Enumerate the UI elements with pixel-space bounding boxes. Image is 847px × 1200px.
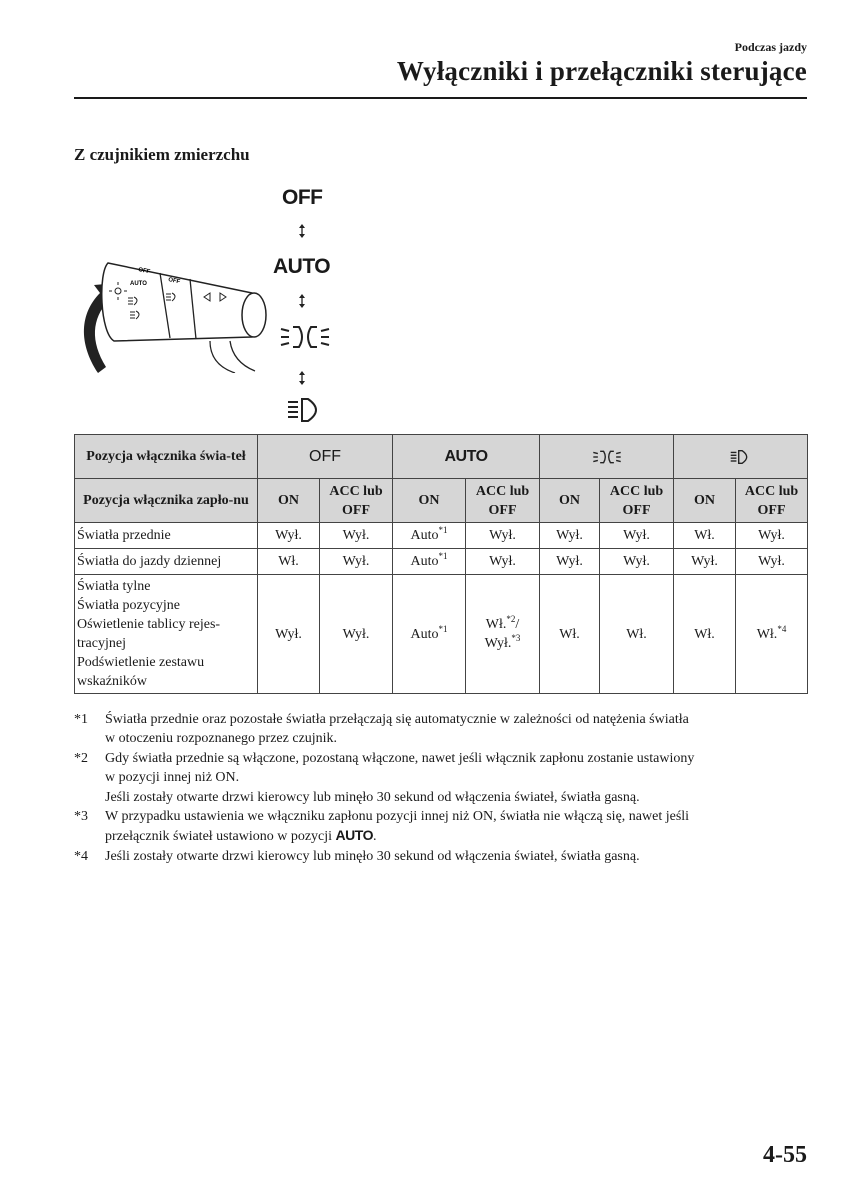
table-cell [393, 523, 466, 549]
footnote-line: w otoczeniu rozpoznanego przez czujnik. [105, 731, 338, 747]
footnote-line: przełącznik świateł ustawiono w pozycji [105, 829, 333, 845]
lever-label-fog-off: OFF [167, 277, 181, 286]
cell-text: Wł. [756, 626, 778, 642]
page-number: 4-55 [763, 1142, 807, 1168]
auto-position-label: AUTO [335, 827, 373, 844]
subheading: Z czujnikiem zmierzchu [74, 145, 250, 164]
ignition-cell: ACC lub OFF [736, 479, 808, 523]
row-label-line: Światła tylne [77, 579, 151, 594]
footnote [74, 749, 774, 807]
row-label-daytime-lights: Światła do jazdy dziennej [75, 549, 258, 575]
position-auto: AUTO [273, 255, 331, 278]
updown-arrow-icon [298, 293, 306, 309]
switch-auto-header [393, 435, 540, 479]
switch-parking-header [540, 435, 674, 479]
table-row [75, 575, 808, 694]
table-row [75, 435, 808, 479]
footnote [74, 847, 774, 866]
row-label-line: tracyjnej [77, 636, 126, 651]
table-cell: Wył. [540, 549, 600, 575]
updown-arrow-icon [298, 370, 306, 386]
ignition-position-header: Pozycja włącznika zapło-nu [75, 479, 258, 523]
ignition-cell: ON [674, 479, 736, 523]
table-cell [736, 575, 808, 694]
footnotes [74, 710, 774, 866]
table-cell: Wł. [600, 575, 674, 694]
cell-text: / [515, 617, 520, 632]
lever-label-off: OFF [137, 267, 151, 276]
switch-off-label: OFF [309, 447, 341, 465]
ignition-cell: ACC lub OFF [466, 479, 540, 523]
updown-arrow-icon [298, 223, 306, 239]
position-off: OFF [282, 186, 323, 209]
footnote-ref: *4 [777, 623, 787, 634]
row-label-line: Podświetlenie zestawu [77, 655, 205, 670]
parking-lights-icon [279, 323, 331, 351]
row-label-line: Oświetlenie tablicy rejes- [77, 617, 221, 632]
table-cell: Wył. [320, 549, 393, 575]
row-label-headlights: Światła przednie [75, 523, 258, 549]
lights-table [74, 434, 808, 694]
table-cell: Wł. [674, 575, 736, 694]
table-cell: Wył. [320, 523, 393, 549]
footnote-ref: *2 [506, 614, 516, 624]
switch-auto-label: AUTO [444, 447, 488, 465]
table-cell: Wył. [600, 523, 674, 549]
footnote [74, 807, 774, 847]
cell-text: Wył. [484, 636, 512, 651]
footnote-mark: *1 [74, 712, 88, 727]
ignition-cell: ON [258, 479, 320, 523]
footnote-mark: *2 [74, 750, 88, 766]
headlight-icon [286, 396, 326, 424]
table-row [75, 523, 808, 549]
footnote-ref: *1 [438, 525, 448, 535]
row-label-line: Światła pozycyjne [77, 598, 181, 613]
light-switch-diagram [60, 178, 360, 428]
table-row [75, 479, 808, 523]
table-cell: Wł. [540, 575, 600, 694]
ignition-cell: ON [393, 479, 466, 523]
parking-lights-icon [591, 449, 623, 465]
footnote-line: W przypadku ustawienia we włączniku zapłonu pozycji innej niż ON, światła nie włączą się, nawet jeśli [105, 809, 690, 825]
footnote [74, 710, 774, 749]
row-label-line: wskaźników [77, 674, 147, 689]
footnote-ref: *1 [438, 551, 448, 561]
footnote-ref: *1 [438, 623, 448, 634]
switch-headlight-header [674, 435, 808, 479]
table-cell: Wył. [320, 575, 393, 694]
lever-label-auto: AUTO [130, 281, 147, 287]
cell-text: Auto [410, 554, 439, 569]
table-cell: Wył. [466, 523, 540, 549]
table-cell: Wył. [736, 549, 808, 575]
footnote-line: Jeśli zostały otwarte drzwi kierowcy lub minęło 30 sekund od włączenia świateł, światła gasną. [105, 848, 640, 864]
table-cell: Wył. [736, 523, 808, 549]
page-title: Wyłączniki i przełączniki sterujące [396, 56, 807, 86]
footnote-mark: *4 [74, 848, 88, 864]
table-cell: Wył. [600, 549, 674, 575]
light-switch-position-header: Pozycja włącznika świa-teł [75, 435, 258, 479]
table-cell [393, 549, 466, 575]
ignition-cell: ON [540, 479, 600, 523]
footnote-line: Światła przednie oraz pozostałe światła przełączają się automatycznie w zależności od natężenia światła [105, 712, 689, 727]
cell-text: Auto [410, 626, 439, 642]
table-cell: Wył. [466, 549, 540, 575]
header-rule [74, 97, 807, 99]
footnote-ref: *3 [511, 633, 521, 643]
table-cell: Wył. [258, 575, 320, 694]
footnote-tail: . [372, 829, 377, 845]
lever-stalk [102, 263, 263, 341]
table-cell: Wł. [258, 549, 320, 575]
lever-illustration [60, 233, 270, 373]
table-cell: Wł. [674, 523, 736, 549]
footnote-line: Jeśli zostały otwarte drzwi kierowcy lub minęło 30 sekund od włączenia świateł, światła gasną. [105, 789, 640, 805]
table-cell: Wył. [258, 523, 320, 549]
switch-off-header [258, 435, 393, 479]
table-cell [466, 575, 540, 694]
section-label: Podczas jazdy [734, 40, 807, 54]
footnote-mark: *3 [74, 809, 88, 825]
ignition-cell: ACC lub OFF [600, 479, 674, 523]
row-label-tail-lights [75, 575, 258, 694]
headlight-icon [729, 449, 753, 465]
footnote-line: w pozycji innej niż ON. [105, 770, 240, 786]
ignition-cell: ACC lub OFF [320, 479, 393, 523]
table-cell: Wył. [540, 523, 600, 549]
table-cell: Wył. [674, 549, 736, 575]
table-row [75, 549, 808, 575]
footnote-line: Gdy światła przednie są włączone, pozostaną włączone, nawet jeśli włącznik zapłonu zostanie ustawiony [105, 750, 695, 766]
table-cell [393, 575, 466, 694]
cell-text: Wł. [485, 617, 507, 632]
cell-text: Auto [410, 528, 439, 543]
